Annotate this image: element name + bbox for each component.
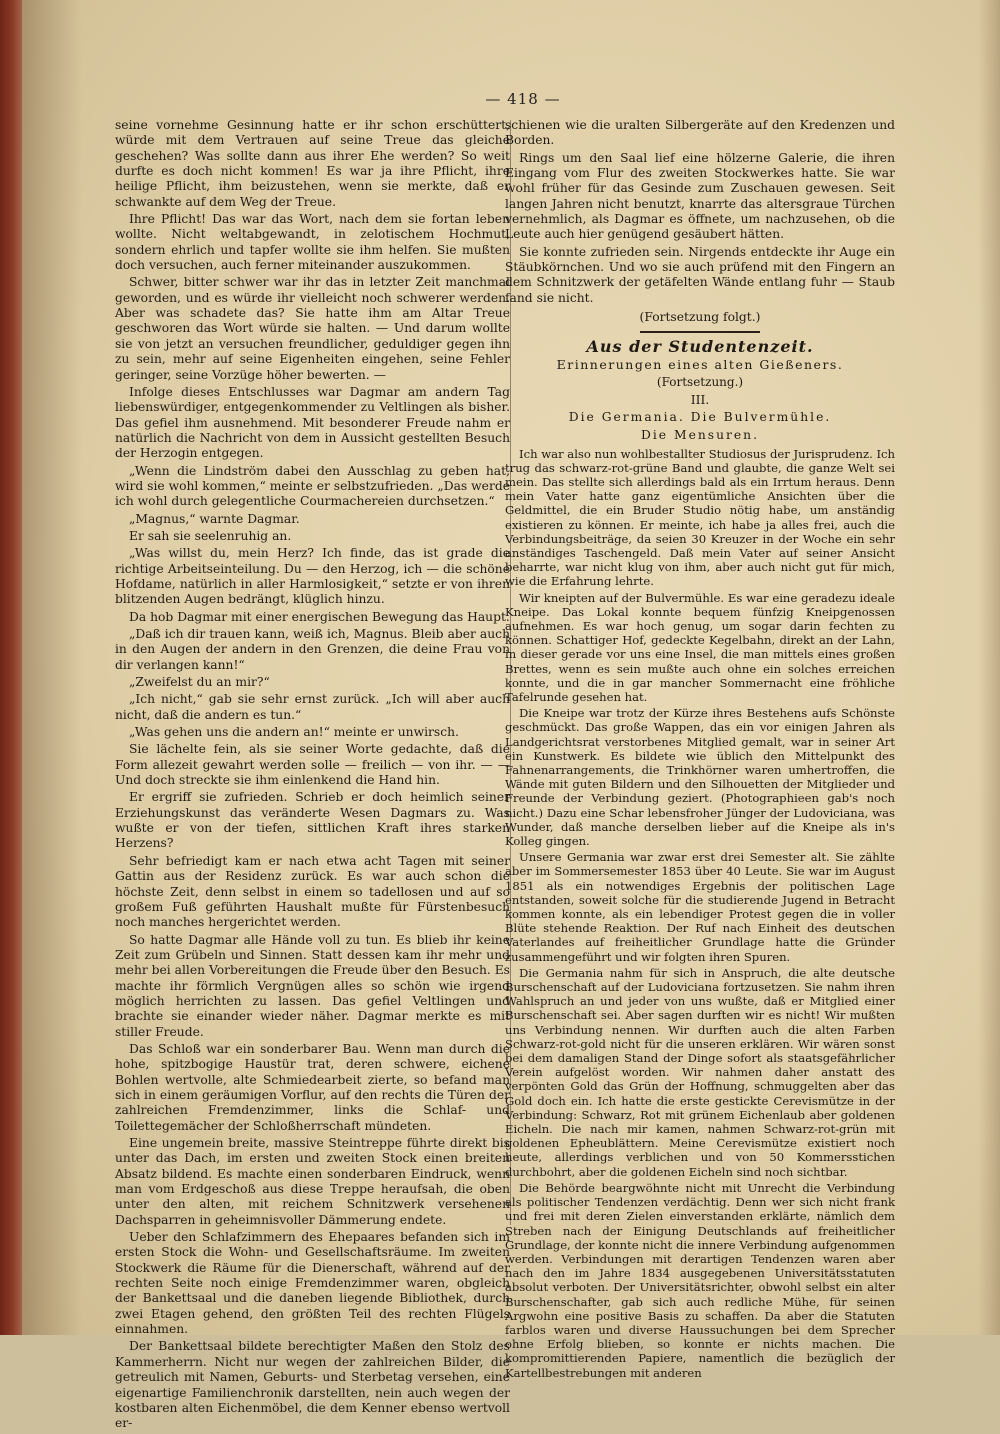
paragraph: „Magnus,“ warnte Dagmar. (129, 511, 300, 526)
paragraph: Wir kneipten auf der Bulvermühle. Es war eine geradezu ideale Kneipe. Das Lokal konnte bequem fünfzig Kneipgenossen aufnehmen. Es war hoch genug, um sogar darin fechten zu können. Schattiger Hof, gedeckte Kegelbahn, direkt an der Lahn, in dieser gerade vor uns eine Insel, die man mittels eines großen Brettes, wenn es sein mußte auch ohne ein solches erreichen konnte, und die in gar mancher Sommernacht eine fröhliche Tafelrunde gesehen hat. (505, 590, 895, 704)
paragraph: „Daß ich dir trauen kann, weiß ich, Magnus. Bleib aber auch in den Augen der andern in den Grenzen, die deine Frau von dir verlangen kann!“ (115, 627, 510, 672)
article-subtitle: Erinnerungen eines alten Gießeners. (556, 356, 844, 372)
article-note: (Fortsetzung.) (656, 375, 744, 390)
article-title: Aus der Studentenzeit. (586, 337, 814, 357)
section-rule (640, 331, 760, 333)
paragraph: Ich war also nun wohlbestallter Studiosus der Jurisprudenz. Ich trug das schwarz-rot-grüne Band und glaubte, die ganze Welt sei mein. Das stellte sich allerdings bald als ein Irrtum heraus. Denn mein Vater hatte ganz eigentümliche Ansichten über die Geldmittel, die ein Bruder Studio nötig habe, um anständig existieren zu können. Er meinte, ich habe ja alles frei, auch die Verbindungsbeiträge, da seien 30 Kreuzer in der Woche ein sehr anständiges Taschengeld. Daß mein Vater auf seiner Ansicht beharrte, war nicht klug von ihm, aber auch nicht gut für mich, wie die Erfahrung lehrte. (505, 446, 895, 589)
paragraph: „Was willst du, mein Herz? Ich finde, das ist grade die richtige Arbeitseinteilung. Du — den Herzog, ich — die schöne Hofdame, natürlich in aller Harmlosigkeit,“ setzte er von ihren blitzenden Augen bedrängt, klüglich hinzu. (115, 546, 510, 607)
paragraph: schienen wie die uralten Silbergeräte auf den Kredenzen und Borden. (505, 118, 895, 148)
right-column (505, 118, 895, 1382)
paragraph: Die Behörde beargwöhnte nicht mit Unrecht die Verbindung als politischer Tendenzen verdächtig. Denn wer sich nicht frank und frei mit deren Zielen einverstanden erklärte, nämlich dem Streben nach der Einigung Deutschlands auf freiheitlicher Grundlage, der konnte nicht die innere Verbindung aufgenommen werden. Verbindungen mit derartigen Tendenzen waren aber nach den im Jahre 1834 ausgegebenen Universitätsstatuten absolut verboten. Der Universitätsrichter, obwohl selbst ein alter Burschenschafter, gab sich auch redliche Mühe, für seinen Argwohn eine positive Basis zu schaffen. Da aber die Statuten farblos waren und diverse Haussuchungen bei dem Sprecher ohne Erfolg blieben, so konnte er nichts machen. Die kompromittierenden Papiere, namentlich die bezüglich der Kartellbestrebungen mit anderen (505, 1180, 895, 1380)
paragraph: seine vornehme Gesinnung hatte er ihr schon erschüttert, würde mit dem Vertrauen auf seine Treue das gleiche geschehen? Was sollte dann aus ihrer Ehe werden? So weit durfte es doch nicht kommen! Es war ja ihre Pflicht, ihre heilige Pflicht, ihm beizustehen, wenn sie merkte, daß er schwankte auf dem Weg der Treue. (115, 118, 510, 209)
paragraph: Ihre Pflicht! Das war das Wort, nach dem sie fortan leben wollte. Nicht weltabgewandt, in zelotischem Hochmut, sondern ehrlich und tapfer wollte sie ihm helfen. Sie mußten doch versuchen, auch ferner miteinander auszukommen. (115, 212, 510, 273)
paragraph: Er ergriff sie zufrieden. Schrieb er doch heimlich seiner Erziehungskunst das veränderte Wesen Dagmars zu. Was wußte er von der tiefen, sittlichen Kraft ihres starken Herzens? (115, 790, 510, 851)
paragraph: Ueber den Schlafzimmern des Ehepaares befanden sich im ersten Stock die Wohn- und Gesellschaftsräume. Im zweiten Stockwerk die Räume für die Dienerschaft, während auf der rechten Seite noch einige Fremdenzimmer waren, obgleich der Bankettsaal und die daneben liegende Bibliothek, durch zwei Etagen gehend, den größten Teil des rechten Flügels einnahmen. (115, 1230, 510, 1337)
left-column (115, 118, 510, 1434)
paragraph: So hatte Dagmar alle Hände voll zu tun. Es blieb ihr keine Zeit zum Grübeln und Sinnen. Statt dessen kam ihr mehr und mehr bei allen Vorbereitungen die Freude über den Besuch. Es machte ihr förmlich Vergnügen alles so schön wie irgend möglich herrichten zu lassen. Das gefiel Veltlingen und brachte sie einander wieder näher. Dagmar merkte es mit stiller Freude. (115, 932, 510, 1039)
paragraph: Sie konnte zufrieden sein. Nirgends entdeckte ihr Auge ein Stäubkörnchen. Und wo sie auch prüfend mit den Fingern an dem Schnitzwerk der getäfelten Wände entlang fuhr — Staub fand sie nicht. (505, 244, 895, 305)
paragraph: Infolge dieses Entschlusses war Dagmar am andern Tag liebenswürdiger, entgegenkommender zu Veltlingen als bisher. Das gefiel ihm ausnehmend. Mit besonderer Freude nahm er natürlich die Nachricht von dem in Aussicht gestellten Besuch der Herzogin entgegen. (115, 384, 510, 461)
paragraph: „Ich nicht,“ gab sie sehr ernst zurück. „Ich will aber auch nicht, daß die andern es tun.“ (115, 692, 510, 722)
paragraph: „Was gehen uns die andern an!“ meinte er unwirsch. (129, 725, 459, 740)
paragraph: Sehr befriedigt kam er nach etwa acht Tagen mit seiner Gattin aus der Residenz zurück. Es war auch schon die höchste Zeit, denn selbst in einem so tadellosen und auf so großem Fuß geführten Haushalt mußte für Fürstenbesuch noch manches hergerichtet werden. (115, 853, 510, 930)
book-binding-edge (0, 0, 22, 1335)
paragraph: „Zweifelst du an mir?“ (129, 675, 270, 690)
paragraph: Eine ungemein breite, massive Steintreppe führte direkt bis unter das Dach, im ersten und zweiten Stock einen breiten Absatz bildend. Es machte einen sonderbaren Eindruck, wenn man vom Erdgeschoß aus diese Treppe heraufsah, die oben unter den alten, mit reichem Schnitzwerk versehenen Dachsparren in geheimnisvoller Dämmerung endete. (115, 1136, 510, 1227)
paragraph: Die Germania nahm für sich in Anspruch, die alte deutsche Burschenschaft auf der Ludoviciana fortzusetzen. Sie nahm ihren Wahlspruch an und jeder von uns wußte, daß er Mitglied einer Burschenschaft sei. Aber sagen durften wir es nicht! Wir mußten uns Verbindung nennen. Wir durften auch die alten Farben Schwarz-rot-gold nicht für die unseren erklären. Wir wären sonst bei dem damaligen Stand der Dinge sofort als staatsgefährlicher Verein aufgelöst worden. Wir nahmen daher anstatt des verpönten Gold das Grün der Hoffnung, schmuggelten aber das Gold doch ein. Ich hatte die erste gestickte Cerevismütze in der Verbindung: Schwarz, Rot mit grünem Eichenlaub aber goldenen Eicheln. Die nach mir kamen, nahmen Schwarz-rot-grün mit goldenen Epheublättern. Meine Cerevismütze existiert noch heute, allerdings verblichen und von 50 Kommersstichen durchbohrt, aber die goldenen Eicheln sind noch sichtbar. (505, 965, 895, 1179)
paragraph: Der Bankettsaal bildete berechtigter Maßen den Stolz des Kammerherrn. Nicht nur wegen der zahlreichen Bilder, die getreulich mit Namen, Geburts- und Sterbetag versehen, eine eigenartige Familienchronik darstellten, nein auch wegen der kostbaren alten Eichenmöbel, die dem Kenner ebenso wertvoll er- (115, 1339, 510, 1431)
paragraph: „Wenn die Lindström dabei den Ausschlag zu geben hat, wird sie wohl kommen,“ meinte er selbstzufrieden. „Das werde ich wohl durch gelegentliche Courmachereien durchsetzen.“ (115, 463, 510, 509)
paragraph: Die Kneipe war trotz der Kürze ihres Bestehens aufs Schönste geschmückt. Das große Wappen, das ein vor einigen Jahren als Landgerichtsrat verstorbenes Mitglied gemalt, war in seiner Art ein Kunstwerk. Es bildete wie üblich den Mittelpunkt des Fahnenarrangements, die Trinkhörner waren umhertroffen, die Wände mit guten Bildern und den Silhouetten der Mitglieder und Freunde der Verbindung geziert. (Photographieen gab's noch nicht.) Dazu eine Schar lebensfroher Jünger der Ludoviciana, was Wunder, daß manche derselben lieber auf die Kneipe als in's Kolleg gingen. (505, 706, 895, 849)
paragraph: Da hob Dagmar mit einer energischen Bewegung das Haupt. (129, 609, 510, 624)
article-body (505, 447, 895, 1380)
paragraph: Unsere Germania war zwar erst drei Semester alt. Sie zählte aber im Sommersemester 1853 über 40 Leute. Sie war im August 1851 als ein notwendiges Ergebnis der politischen Lage entstanden, soweit solche für die studierende Jugend in Betracht kommen konnte, als ein lebendiger Protest gegen die in voller Blüte stehende Reaktion. Der Ruf nach Einheit des deutschen Vaterlandes auf freiheitlicher Grundlage hatte die Gründer zusammengeführt und wir folgten ihren Spuren. (505, 850, 895, 964)
chapter-number: III. (690, 392, 710, 407)
continuation-note: (Fortsetzung folgt.) (639, 310, 761, 325)
paragraph: Rings um den Saal lief eine hölzerne Galerie, die ihren Eingang vom Flur des zweiten Stockwerkes hatte. Sie war wohl früher für das Gesinde zum Zuschauen gewesen. Seit langen Jahren nicht benutzt, knarrte das altersgraue Türchen vernehmlich, als Dagmar es öffnete, um nachzusehen, ob die Leute auch hier genügend gesäubert hätten. (505, 150, 895, 242)
paragraph: Sie lächelte fein, als sie seiner Worte gedachte, daß die Form allezeit gewahrt werden solle — freilich — von ihr. — — Und doch streckte sie ihm einlenkend die Hand hin. (115, 742, 510, 788)
page-number: — 418 — (485, 90, 561, 108)
chapter-title-2: Die Mensuren. (641, 428, 759, 443)
paragraph: Das Schloß war ein sonderbarer Bau. Wenn man durch die hohe, spitzbogige Haustür trat, deren schwere, eichene Bohlen wertvolle, alte Schmiedearbeit zierte, so befand man sich in einem geräumigen Vorflur, auf den rechts die Türen der zahlreichen Fremdenzimmer, links die Schlaf- und Toilettegemächer der Schloßherrschaft mündeten. (115, 1041, 510, 1133)
chapter-title: Die Germania. Die Bulvermühle. (568, 409, 832, 424)
paragraph: Schwer, bitter schwer war ihr das in letzter Zeit manchmal geworden, und es würde ihr vielleicht noch schwerer werden. Aber was schadete das? Sie hatte ihm am Altar Treue geschworen das Wort würde sie halten. — Und darum wollte sie von jetzt an versuchen freundlicher, geduldiger gegen ihn zu sein, mehr auf seine Eigenheiten eingehen, seine Fehler geringer, seine Vorzüge höher bewerten. — (115, 275, 510, 382)
paragraph: Er sah sie seelenruhig an. (129, 528, 292, 543)
